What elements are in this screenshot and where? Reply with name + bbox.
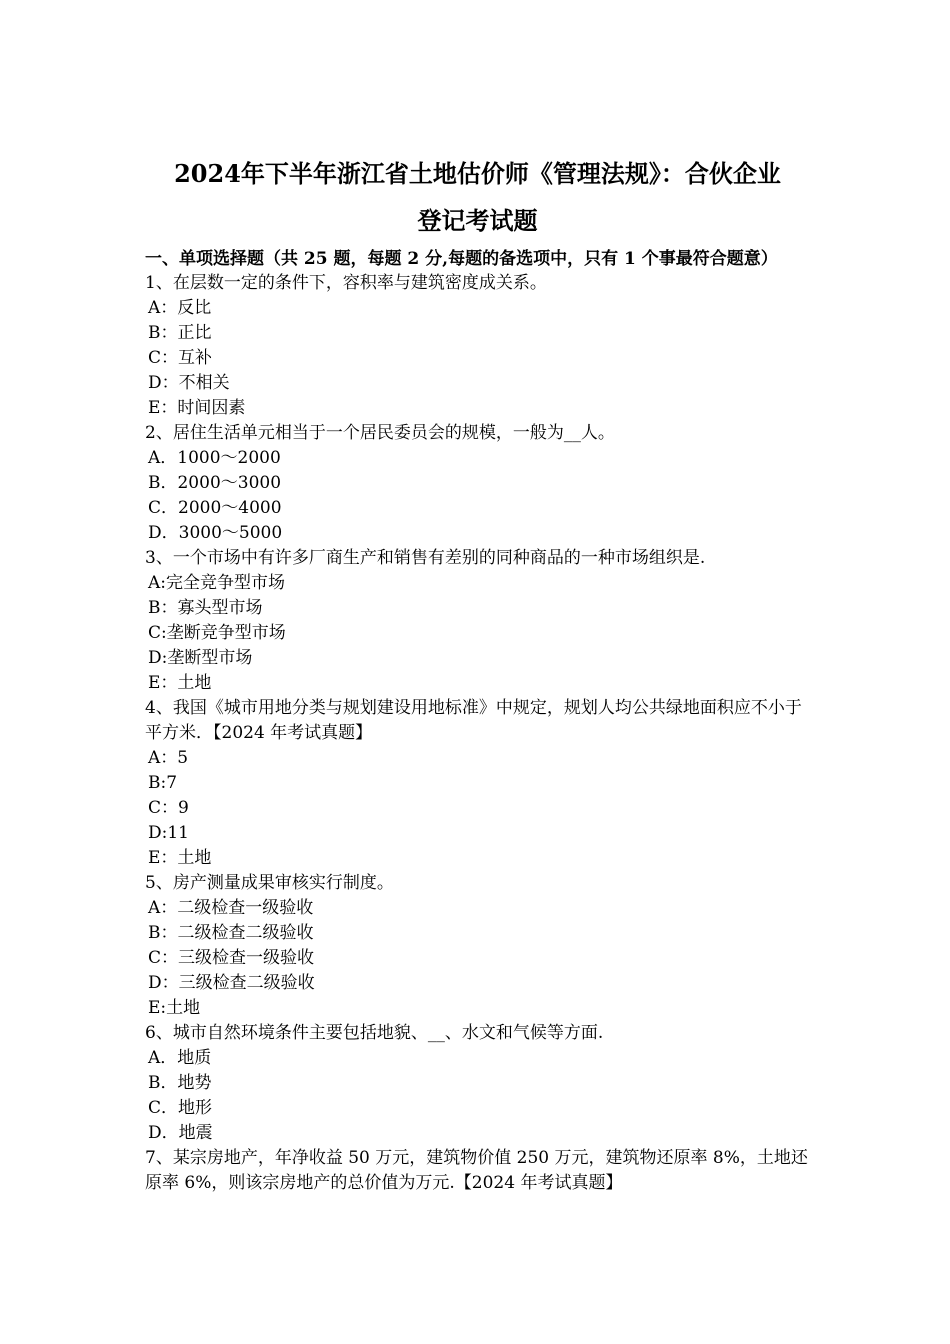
title-line-1: 2024年下半年浙江省土地估价师《管理法规》：合伙企业: [174, 159, 781, 188]
answer-option: D:垄断型市场: [148, 648, 253, 668]
document-page: [145, 150, 810, 1196]
answer-option: E：土地: [148, 848, 212, 868]
question-text: 1、在层数一定的条件下，容积率与建筑密度成关系。: [145, 273, 547, 293]
question-item: [145, 1146, 810, 1196]
answer-option: B．2000～3000: [148, 473, 282, 493]
question-item: [145, 871, 810, 1021]
question-text: 7、某宗房地产，年净收益 50 万元，建筑物价值 250 万元，建筑物还原率 8%，土地还原率 6%，则该宗房地产的总价值为万元.【2024 年考试真题】: [145, 1148, 808, 1193]
answer-option: C．地形: [148, 1098, 213, 1118]
answer-option: C：互补: [148, 348, 213, 368]
question-text: 4、我国《城市用地分类与规划建设用地标准》中规定，规划人均公共绿地面积应不小于平方米．【2024 年考试真题】: [145, 698, 802, 743]
answer-option: E：时间因素: [148, 398, 246, 418]
answer-option: C：三级检查一级验收: [148, 948, 315, 968]
question-item: [145, 421, 810, 546]
answer-option: C．2000～4000: [148, 498, 282, 518]
answer-option: A：二级检查一级验收: [148, 898, 314, 918]
answer-option: A．地质: [148, 1048, 212, 1068]
section-heading: 一、单项选择题（共 25 题，每题 2 分,每题的备选项中，只有 1 个事最符合题意）: [145, 249, 778, 269]
title-line-2: 登记考试题: [417, 206, 538, 235]
document-title: [145, 150, 810, 244]
answer-option: B：寡头型市场: [148, 598, 263, 618]
question-text: 3、一个市场中有许多厂商生产和销售有差别的同种商品的一种市场组织是.: [145, 548, 706, 568]
answer-option: A：反比: [148, 298, 212, 318]
answer-option: D．3000～5000: [148, 523, 283, 543]
answer-option: E:土地: [148, 998, 201, 1018]
question-text: 5、房产测量成果审核实行制度。: [145, 873, 394, 893]
answer-option: B:7: [148, 773, 178, 793]
question-item: [145, 271, 810, 421]
answer-option: A:完全竞争型市场: [148, 573, 286, 593]
question-list: [145, 271, 810, 1196]
question-item: [145, 1021, 810, 1146]
question-item: [145, 546, 810, 696]
answer-option: A．1000～2000: [148, 448, 281, 468]
answer-option: D:11: [148, 823, 189, 843]
answer-option: B．地势: [148, 1073, 212, 1093]
question-text: 2、居住生活单元相当于一个居民委员会的规模，一般为__人。: [145, 423, 615, 443]
answer-option: C:垄断竞争型市场: [148, 623, 286, 643]
answer-option: D．地震: [148, 1123, 213, 1143]
answer-option: A：5: [148, 748, 189, 768]
answer-option: E：土地: [148, 673, 212, 693]
question-text: 6、城市自然环境条件主要包括地貌、__、水文和气候等方面.: [145, 1023, 604, 1043]
question-item: [145, 696, 810, 871]
answer-option: B：正比: [148, 323, 212, 343]
answer-option: B：二级检查二级验收: [148, 923, 314, 943]
answer-option: C：9: [148, 798, 189, 818]
answer-option: D：不相关: [148, 373, 230, 393]
answer-option: D：三级检查二级验收: [148, 973, 315, 993]
